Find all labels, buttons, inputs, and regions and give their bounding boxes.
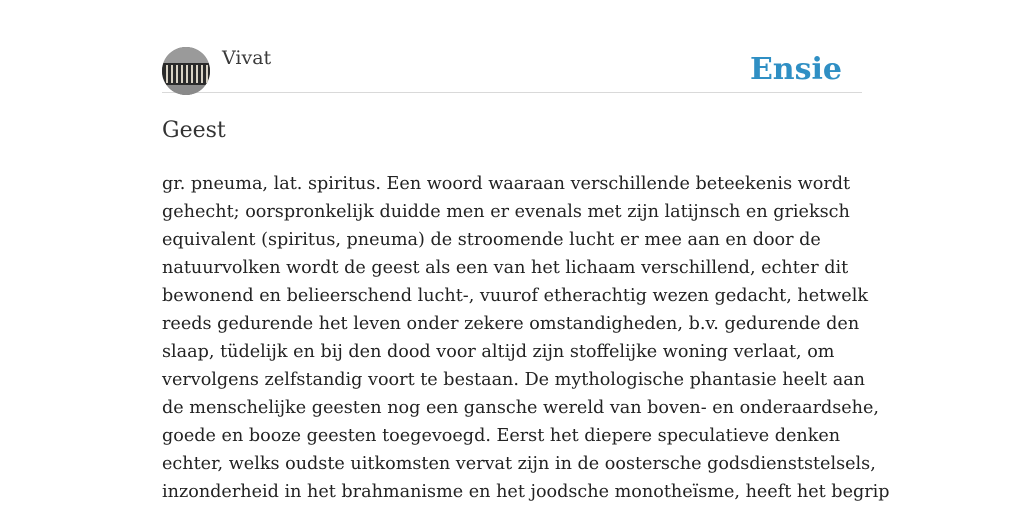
avatar[interactable] xyxy=(162,47,210,95)
books-image-icon xyxy=(162,47,210,95)
body-line: de menschelijke geesten nog een gansche wereld van boven- en onderaardsehe, xyxy=(162,398,880,418)
site-name[interactable]: Vivat xyxy=(222,47,272,69)
article-body xyxy=(162,170,890,506)
header xyxy=(162,46,862,93)
body-line: vervolgens zelfstandig voort te bestaan. De mythologische phantasie heelt aan xyxy=(162,370,866,390)
body-line: inzonderheid in het brahmanisme en het joodsche monotheïsme, heeft het begrip xyxy=(162,482,890,502)
body-line: gehecht; oorspronkelijk duidde men er evenals met zijn latijnsch en grieksch xyxy=(162,202,850,222)
body-line: bewonend en belieerschend lucht-, vuurof etherachtig wezen gedacht, hetwelk xyxy=(162,286,868,306)
body-line: natuurvolken wordt de geest als een van het lichaam verschillend, echter dit xyxy=(162,258,849,278)
ensie-logo[interactable]: Ensie xyxy=(749,52,842,87)
body-line: echter, welks oudste uitkomsten vervat zijn in de oostersche godsdienststelsels, xyxy=(162,454,876,474)
body-line: gr. pneuma, lat. spiritus. Een woord waaraan verschillende beteekenis wordt xyxy=(162,174,851,194)
body-line: goede en booze geesten toegevoegd. Eerst het diepere speculatieve denken xyxy=(162,426,841,446)
article-container xyxy=(162,46,890,502)
body-line: equivalent (spiritus, pneuma) de stroomende lucht er mee aan en door de xyxy=(162,230,821,250)
body-line: slaap, tüdelijk en bij den dood voor altijd zijn stoffelijke woning verlaat, om xyxy=(162,342,835,362)
body-line: reeds gedurende het leven onder zekere omstandigheden, b.v. gedurende den xyxy=(162,314,860,334)
page-title: Geest xyxy=(162,118,226,143)
